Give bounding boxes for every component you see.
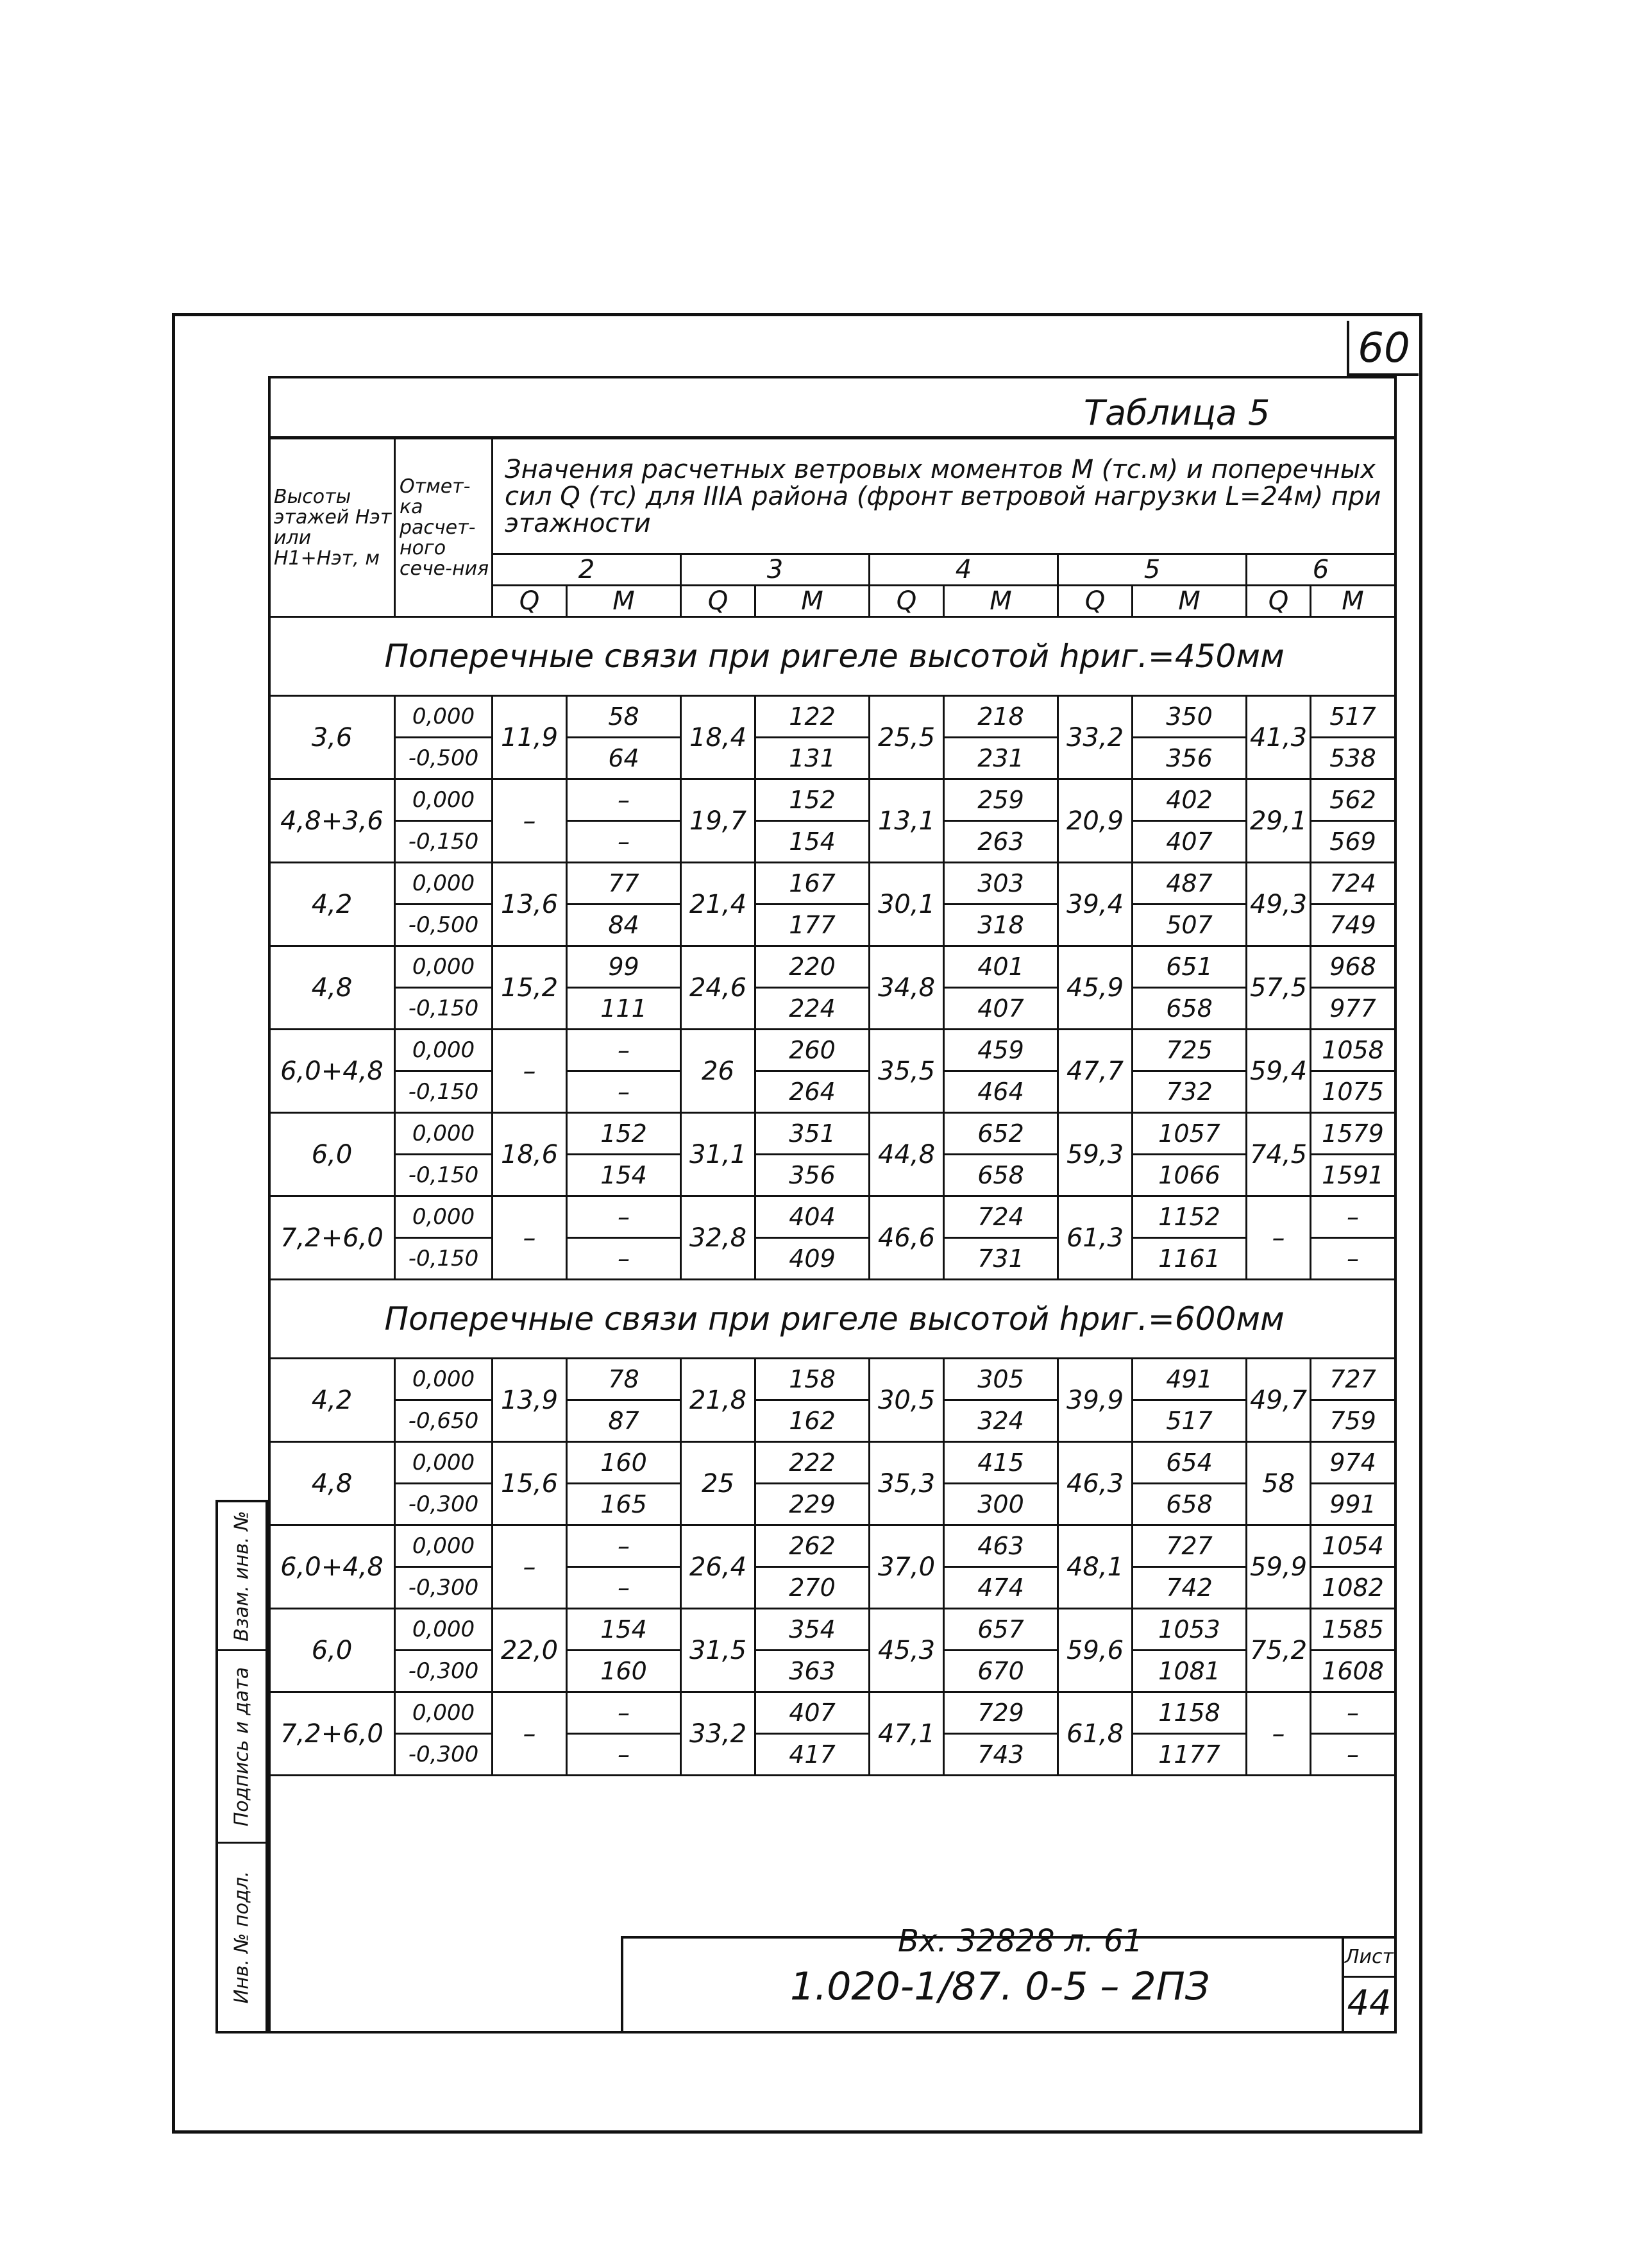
cell-height: 6,0+4,8 xyxy=(269,1525,395,1609)
cell-m-3: 131 xyxy=(755,738,870,779)
cell-m-6: 1579 xyxy=(1311,1113,1395,1155)
cell-m-5: 658 xyxy=(1133,1484,1247,1525)
cell-m-6: 974 xyxy=(1311,1442,1395,1484)
cell-m-2: – xyxy=(567,1030,681,1071)
cell-m-3: 224 xyxy=(755,988,870,1030)
cell-height: 6,0 xyxy=(269,1609,395,1692)
cell-m-6: 1585 xyxy=(1311,1609,1395,1651)
cell-m-4: 474 xyxy=(944,1567,1058,1609)
cell-elevation: 0,000 xyxy=(395,1359,493,1400)
header-floor-5: 5 xyxy=(1058,554,1247,586)
cell-m-4: 463 xyxy=(944,1525,1058,1567)
cell-q-6: 58 xyxy=(1247,1442,1311,1525)
table-row xyxy=(269,1030,1395,1071)
table-row xyxy=(269,1442,1395,1484)
cell-elevation: -0,150 xyxy=(395,988,493,1030)
cell-m-3: 167 xyxy=(755,863,870,904)
cell-q-2: 13,9 xyxy=(493,1359,567,1442)
cell-q-6: 59,4 xyxy=(1247,1030,1311,1113)
title-block-sheet-number: 44 xyxy=(1347,1983,1392,2023)
cell-m-6: 977 xyxy=(1311,988,1395,1030)
cell-m-3: 162 xyxy=(755,1400,870,1442)
cell-q-3: 18,4 xyxy=(681,696,755,779)
cell-m-4: 231 xyxy=(944,738,1058,779)
cell-m-3: 152 xyxy=(755,779,870,821)
cell-elevation: 0,000 xyxy=(395,946,493,988)
cell-q-4: 35,3 xyxy=(870,1442,944,1525)
table-row xyxy=(269,1113,1395,1155)
cell-m-5: 651 xyxy=(1133,946,1247,988)
cell-m-3: 222 xyxy=(755,1442,870,1484)
cell-q-6: 75,2 xyxy=(1247,1609,1311,1692)
cell-elevation: -0,300 xyxy=(395,1567,493,1609)
cell-q-5: 39,4 xyxy=(1058,863,1133,946)
cell-q-4: 44,8 xyxy=(870,1113,944,1196)
header-floor-3: 3 xyxy=(681,554,870,586)
sheet-label: Лист xyxy=(1344,1939,1394,1978)
cell-m-6: 538 xyxy=(1311,738,1395,779)
table-row xyxy=(269,1400,1395,1442)
cell-elevation: -0,150 xyxy=(395,1155,493,1196)
cell-q-5: 20,9 xyxy=(1058,779,1133,863)
table-row xyxy=(269,1567,1395,1609)
cell-m-6: – xyxy=(1311,1734,1395,1776)
section-row xyxy=(269,617,1395,696)
cell-q-5: 46,3 xyxy=(1058,1442,1133,1525)
cell-q-2: 13,6 xyxy=(493,863,567,946)
title-block xyxy=(621,1936,1397,2034)
cell-m-6: – xyxy=(1311,1238,1395,1280)
cell-m-6: 517 xyxy=(1311,696,1395,738)
cell-m-5: 1057 xyxy=(1133,1113,1247,1155)
cell-height: 4,2 xyxy=(269,863,395,946)
cell-m-5: 402 xyxy=(1133,779,1247,821)
header-sub-m: M xyxy=(1133,586,1247,617)
cell-m-3: 351 xyxy=(755,1113,870,1155)
cell-q-3: 25 xyxy=(681,1442,755,1525)
cell-m-3: 264 xyxy=(755,1071,870,1113)
sheet-number: 60 xyxy=(1347,321,1419,376)
cell-m-6: 1058 xyxy=(1311,1030,1395,1071)
table-caption: Таблица 5 xyxy=(1084,393,1270,433)
cell-m-2: 99 xyxy=(567,946,681,988)
cell-q-2: 22,0 xyxy=(493,1609,567,1692)
cell-m-3: 354 xyxy=(755,1609,870,1651)
table-row xyxy=(269,863,1395,904)
cell-q-6: 49,7 xyxy=(1247,1359,1311,1442)
cell-m-5: 407 xyxy=(1133,821,1247,863)
cell-m-5: 727 xyxy=(1133,1525,1247,1567)
cell-m-4: 658 xyxy=(944,1155,1058,1196)
cell-elevation: -0,300 xyxy=(395,1734,493,1776)
cell-height: 3,6 xyxy=(269,696,395,779)
cell-m-5: 1053 xyxy=(1133,1609,1247,1651)
cell-m-4: 401 xyxy=(944,946,1058,988)
cell-q-4: 45,3 xyxy=(870,1609,944,1692)
table-row xyxy=(269,946,1395,988)
sidebar-replace-inv-label: Взам. инв. № xyxy=(230,1510,253,1642)
cell-m-2: 154 xyxy=(567,1155,681,1196)
cell-m-4: 300 xyxy=(944,1484,1058,1525)
cell-height: 7,2+6,0 xyxy=(269,1196,395,1280)
cell-m-4: 724 xyxy=(944,1196,1058,1238)
header-sub-q: Q xyxy=(493,586,567,617)
cell-elevation: 0,000 xyxy=(395,1525,493,1567)
cell-m-3: 122 xyxy=(755,696,870,738)
cell-m-4: 670 xyxy=(944,1651,1058,1692)
cell-elevation: -0,500 xyxy=(395,738,493,779)
cell-q-2: – xyxy=(493,1030,567,1113)
cell-q-6: – xyxy=(1247,1692,1311,1776)
header-title: Значения расчетных ветровых моментов M (тс.м) и поперечных сил Q (тс) для IIIA района (фронт ветровой нагрузки L=24м) при этажности xyxy=(493,439,1395,554)
cell-m-4: 218 xyxy=(944,696,1058,738)
cell-elevation: -0,300 xyxy=(395,1651,493,1692)
cell-m-6: 968 xyxy=(1311,946,1395,988)
cell-m-2: – xyxy=(567,1238,681,1280)
cell-m-6: 569 xyxy=(1311,821,1395,863)
cell-m-3: 356 xyxy=(755,1155,870,1196)
sidebar-signature-date xyxy=(218,1651,266,1844)
cell-m-2: 111 xyxy=(567,988,681,1030)
cell-m-4: 263 xyxy=(944,821,1058,863)
table-row xyxy=(269,988,1395,1030)
cell-m-2: 77 xyxy=(567,863,681,904)
cell-m-3: 260 xyxy=(755,1030,870,1071)
cell-m-5: 725 xyxy=(1133,1030,1247,1071)
sidebar-signature-date-label: Подпись и дата xyxy=(230,1667,253,1826)
cell-q-4: 47,1 xyxy=(870,1692,944,1776)
cell-m-3: 158 xyxy=(755,1359,870,1400)
table-row xyxy=(269,1734,1395,1776)
table-row xyxy=(269,1359,1395,1400)
cell-q-4: 25,5 xyxy=(870,696,944,779)
cell-q-3: 24,6 xyxy=(681,946,755,1030)
sidebar-inv-original-label: Инв. № подл. xyxy=(230,1871,253,2004)
cell-height: 4,8 xyxy=(269,1442,395,1525)
cell-q-6: 29,1 xyxy=(1247,779,1311,863)
cell-q-5: 59,3 xyxy=(1058,1113,1133,1196)
table-row xyxy=(269,738,1395,779)
cell-m-2: – xyxy=(567,1567,681,1609)
cell-m-5: 350 xyxy=(1133,696,1247,738)
cell-height: 6,0+4,8 xyxy=(269,1030,395,1113)
table-row xyxy=(269,696,1395,738)
cell-q-4: 34,8 xyxy=(870,946,944,1030)
cell-m-3: 229 xyxy=(755,1484,870,1525)
cell-m-3: 363 xyxy=(755,1651,870,1692)
cell-m-6: 562 xyxy=(1311,779,1395,821)
cell-q-6: 57,5 xyxy=(1247,946,1311,1030)
cell-q-2: 15,6 xyxy=(493,1442,567,1525)
header-sub-q: Q xyxy=(1058,586,1133,617)
table-row xyxy=(269,1692,1395,1734)
cell-elevation: 0,000 xyxy=(395,863,493,904)
section-row xyxy=(269,1280,1395,1359)
table-row xyxy=(269,1071,1395,1113)
header-sub-m: M xyxy=(944,586,1058,617)
cell-m-6: 759 xyxy=(1311,1400,1395,1442)
cell-m-2: 64 xyxy=(567,738,681,779)
cell-height: 6,0 xyxy=(269,1113,395,1196)
cell-m-2: – xyxy=(567,821,681,863)
wind-moments-table xyxy=(268,437,1396,1776)
cell-m-6: – xyxy=(1311,1692,1395,1734)
cell-m-4: 259 xyxy=(944,779,1058,821)
cell-q-2: – xyxy=(493,1196,567,1280)
header-floor-4: 4 xyxy=(870,554,1058,586)
cell-q-2: – xyxy=(493,779,567,863)
table-row xyxy=(269,821,1395,863)
cell-m-6: 991 xyxy=(1311,1484,1395,1525)
cell-m-4: 305 xyxy=(944,1359,1058,1400)
cell-elevation: -0,150 xyxy=(395,1071,493,1113)
cell-height: 4,8 xyxy=(269,946,395,1030)
cell-m-5: 732 xyxy=(1133,1071,1247,1113)
approval-sidebar xyxy=(215,1500,268,2034)
table-row xyxy=(269,1609,1395,1651)
section-title: Поперечные связи при ригеле высотой hриг.=450мм xyxy=(269,617,1395,696)
cell-q-6: 49,3 xyxy=(1247,863,1311,946)
sidebar-inv-original xyxy=(218,1844,266,2031)
cell-q-2: 15,2 xyxy=(493,946,567,1030)
header-sub-q: Q xyxy=(681,586,755,617)
cell-q-4: 37,0 xyxy=(870,1525,944,1609)
title-block-sheet xyxy=(1342,1939,1394,2031)
cell-m-2: 152 xyxy=(567,1113,681,1155)
cell-elevation: -0,500 xyxy=(395,904,493,946)
table-row xyxy=(269,779,1395,821)
cell-m-5: 1161 xyxy=(1133,1238,1247,1280)
cell-m-6: 1591 xyxy=(1311,1155,1395,1196)
cell-q-5: 61,8 xyxy=(1058,1692,1133,1776)
cell-m-5: 742 xyxy=(1133,1567,1247,1609)
table-row xyxy=(269,1155,1395,1196)
cell-m-3: 409 xyxy=(755,1238,870,1280)
table-row xyxy=(269,1238,1395,1280)
header-floor-2: 2 xyxy=(493,554,681,586)
cell-m-5: 507 xyxy=(1133,904,1247,946)
table-row xyxy=(269,1651,1395,1692)
cell-q-4: 30,5 xyxy=(870,1359,944,1442)
cell-m-6: 1608 xyxy=(1311,1651,1395,1692)
cell-m-2: 87 xyxy=(567,1400,681,1442)
inventory-number: Вх. 32828 л. 61 xyxy=(898,1923,1143,1959)
cell-m-4: 729 xyxy=(944,1692,1058,1734)
cell-m-2: – xyxy=(567,1692,681,1734)
cell-m-6: 749 xyxy=(1311,904,1395,946)
cell-m-2: – xyxy=(567,779,681,821)
cell-q-6: – xyxy=(1247,1196,1311,1280)
cell-m-2: 58 xyxy=(567,696,681,738)
cell-q-3: 32,8 xyxy=(681,1196,755,1280)
cell-q-2: – xyxy=(493,1525,567,1609)
cell-m-6: 727 xyxy=(1311,1359,1395,1400)
header-sub-m: M xyxy=(567,586,681,617)
section-title: Поперечные связи при ригеле высотой hриг.=600мм xyxy=(269,1280,1395,1359)
cell-m-3: 270 xyxy=(755,1567,870,1609)
cell-m-4: 464 xyxy=(944,1071,1058,1113)
cell-q-3: 21,8 xyxy=(681,1359,755,1442)
cell-q-2: 18,6 xyxy=(493,1113,567,1196)
cell-m-3: 417 xyxy=(755,1734,870,1776)
cell-q-3: 21,4 xyxy=(681,863,755,946)
cell-m-4: 303 xyxy=(944,863,1058,904)
cell-m-2: 165 xyxy=(567,1484,681,1525)
cell-m-3: 407 xyxy=(755,1692,870,1734)
cell-m-2: – xyxy=(567,1734,681,1776)
cell-m-4: 415 xyxy=(944,1442,1058,1484)
cell-elevation: -0,150 xyxy=(395,821,493,863)
cell-m-6: 1054 xyxy=(1311,1525,1395,1567)
cell-q-2: – xyxy=(493,1692,567,1776)
header-sub-q: Q xyxy=(870,586,944,617)
cell-m-5: 1081 xyxy=(1133,1651,1247,1692)
cell-m-2: 160 xyxy=(567,1442,681,1484)
cell-m-6: 1082 xyxy=(1311,1567,1395,1609)
cell-m-4: 318 xyxy=(944,904,1058,946)
cell-m-4: 459 xyxy=(944,1030,1058,1071)
cell-m-2: – xyxy=(567,1196,681,1238)
cell-q-3: 19,7 xyxy=(681,779,755,863)
cell-q-5: 45,9 xyxy=(1058,946,1133,1030)
cell-elevation: 0,000 xyxy=(395,1196,493,1238)
cell-q-5: 61,3 xyxy=(1058,1196,1133,1280)
cell-elevation: 0,000 xyxy=(395,1609,493,1651)
cell-m-3: 262 xyxy=(755,1525,870,1567)
header-sub-m: M xyxy=(1311,586,1395,617)
cell-elevation: 0,000 xyxy=(395,696,493,738)
cell-q-6: 59,9 xyxy=(1247,1525,1311,1609)
document-code: 1.020-1/87. 0-5 – 2ПЗ xyxy=(790,1964,1210,2009)
cell-elevation: 0,000 xyxy=(395,1030,493,1071)
cell-m-5: 1066 xyxy=(1133,1155,1247,1196)
cell-q-5: 47,7 xyxy=(1058,1030,1133,1113)
cell-m-4: 731 xyxy=(944,1238,1058,1280)
cell-elevation: -0,650 xyxy=(395,1400,493,1442)
table-row xyxy=(269,1196,1395,1238)
table-row xyxy=(269,1525,1395,1567)
cell-height: 4,8+3,6 xyxy=(269,779,395,863)
cell-m-5: 1152 xyxy=(1133,1196,1247,1238)
cell-m-5: 356 xyxy=(1133,738,1247,779)
cell-m-6: 1075 xyxy=(1311,1071,1395,1113)
cell-m-4: 657 xyxy=(944,1609,1058,1651)
cell-elevation: 0,000 xyxy=(395,1442,493,1484)
cell-q-3: 31,5 xyxy=(681,1609,755,1692)
cell-m-4: 324 xyxy=(944,1400,1058,1442)
cell-q-2: 11,9 xyxy=(493,696,567,779)
cell-elevation: 0,000 xyxy=(395,779,493,821)
cell-m-3: 220 xyxy=(755,946,870,988)
sidebar-replace-inv xyxy=(218,1502,266,1651)
cell-m-5: 517 xyxy=(1133,1400,1247,1442)
cell-m-2: – xyxy=(567,1525,681,1567)
cell-q-5: 33,2 xyxy=(1058,696,1133,779)
cell-height: 7,2+6,0 xyxy=(269,1692,395,1776)
cell-m-3: 404 xyxy=(755,1196,870,1238)
table-row xyxy=(269,1484,1395,1525)
cell-m-5: 1177 xyxy=(1133,1734,1247,1776)
cell-m-5: 654 xyxy=(1133,1442,1247,1484)
cell-m-5: 1158 xyxy=(1133,1692,1247,1734)
header-heights: Высоты этажей Hэт или H1+Hэт, м xyxy=(269,439,395,617)
cell-q-5: 59,6 xyxy=(1058,1609,1133,1692)
cell-q-3: 26,4 xyxy=(681,1525,755,1609)
cell-q-4: 30,1 xyxy=(870,863,944,946)
cell-m-6: – xyxy=(1311,1196,1395,1238)
cell-m-4: 652 xyxy=(944,1113,1058,1155)
cell-elevation: -0,300 xyxy=(395,1484,493,1525)
cell-m-3: 177 xyxy=(755,904,870,946)
cell-q-6: 41,3 xyxy=(1247,696,1311,779)
cell-m-4: 743 xyxy=(944,1734,1058,1776)
cell-m-5: 491 xyxy=(1133,1359,1247,1400)
cell-elevation: 0,000 xyxy=(395,1113,493,1155)
cell-m-2: 78 xyxy=(567,1359,681,1400)
cell-q-5: 48,1 xyxy=(1058,1525,1133,1609)
cell-q-6: 74,5 xyxy=(1247,1113,1311,1196)
cell-q-4: 13,1 xyxy=(870,779,944,863)
cell-q-3: 33,2 xyxy=(681,1692,755,1776)
cell-m-2: 160 xyxy=(567,1651,681,1692)
cell-elevation: -0,150 xyxy=(395,1238,493,1280)
cell-m-4: 407 xyxy=(944,988,1058,1030)
cell-m-2: – xyxy=(567,1071,681,1113)
header-elevation: Отмет-ка расчет-ного сече-ния xyxy=(395,439,493,617)
cell-q-3: 31,1 xyxy=(681,1113,755,1196)
cell-m-5: 487 xyxy=(1133,863,1247,904)
header-sub-q: Q xyxy=(1247,586,1311,617)
header-sub-m: M xyxy=(755,586,870,617)
cell-height: 4,2 xyxy=(269,1359,395,1442)
cell-q-4: 35,5 xyxy=(870,1030,944,1113)
table-row xyxy=(269,904,1395,946)
header-floor-6: 6 xyxy=(1247,554,1395,586)
cell-m-3: 154 xyxy=(755,821,870,863)
cell-q-5: 39,9 xyxy=(1058,1359,1133,1442)
cell-m-2: 84 xyxy=(567,904,681,946)
cell-m-5: 658 xyxy=(1133,988,1247,1030)
cell-q-3: 26 xyxy=(681,1030,755,1113)
cell-q-4: 46,6 xyxy=(870,1196,944,1280)
cell-elevation: 0,000 xyxy=(395,1692,493,1734)
cell-m-2: 154 xyxy=(567,1609,681,1651)
cell-m-6: 724 xyxy=(1311,863,1395,904)
